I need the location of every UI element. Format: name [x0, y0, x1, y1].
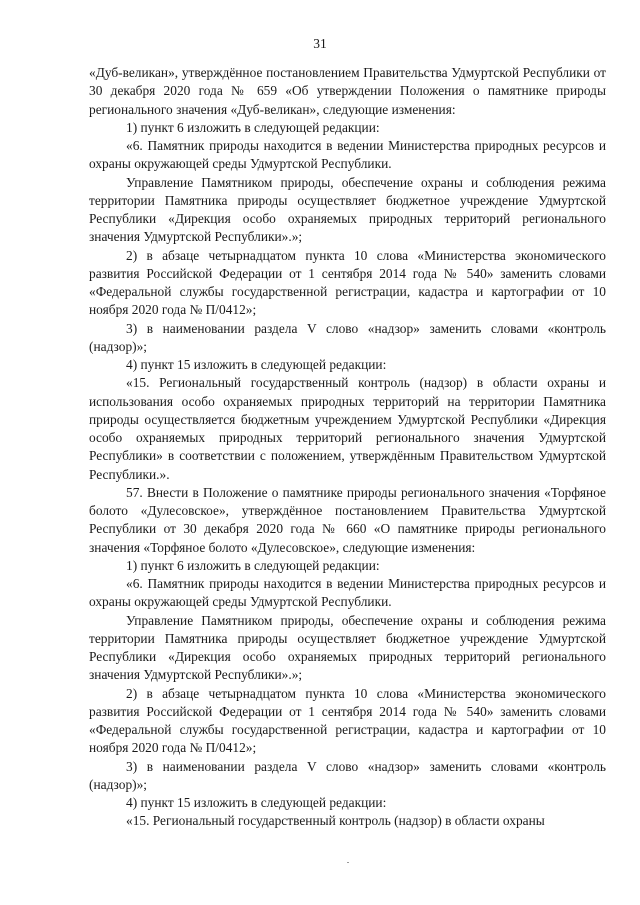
- paragraph: 2) в абзаце четырнадцатом пункта 10 слова «Министерства экономического развития Российской Федерации от 1 сентября 2014 года № 540» заменить словами «Федеральной службы государственной регистрации, кадастра и картографии от 10 ноября 2020 года № П/0412»;: [89, 685, 606, 756]
- paragraph: 4) пункт 15 изложить в следующей редакции:: [126, 357, 387, 372]
- document-body: [89, 64, 606, 831]
- paragraph: 3) в наименовании раздела V слово «надзор» заменить словами «контроль (надзор)»;: [89, 320, 606, 354]
- paragraph: 1) пункт 6 изложить в следующей редакции:: [126, 557, 380, 573]
- paragraph: «Дуб-великан», утверждённое постановлением Правительства Удмуртской Республики от 30 декабря 2020 года № 659 «Об утверждении Положения о памятнике природы регионального значения «Дуб-великан», следующие изменения:: [89, 65, 606, 117]
- paragraph: 57. Внести в Положение о памятнике природы регионального значения «Торфяное болото «Дулесовское», утверждённое постановлением Правительства Удмуртской Республики от 30 декабря 2020 года № 660 «О памятнике природы регионального значения «Торфяное болото «Дулесовское», следующие изменения:: [89, 484, 606, 555]
- paragraph: «15. Региональный государственный контроль (надзор) в области охраны: [126, 813, 545, 829]
- paragraph: Управление Памятником природы, обеспечение охраны и соблюдения режима территории Памятника природы осуществляет бюджетное учреждение Удмуртской Республики «Дирекция особо охраняемых природных территорий регионального значения Удмуртской Республики».»;: [89, 612, 606, 683]
- paragraph: 4) пункт 15 изложить в следующей редакции:: [126, 795, 387, 810]
- paragraph: 2) в абзаце четырнадцатом пункта 10 слова «Министерства экономического развития Российской Федерации от 1 сентября 2014 года № 540» заменить словами «Федеральной службы государственной регистрации, кадастра и картографии от 10 ноября 2020 года № П/0412»;: [89, 247, 606, 318]
- paragraph: «15. Региональный государственный контроль (надзор) в области охраны и использования особо охраняемых природных территорий на территории Памятника природы осуществляется бюджетным учреждением Удмуртской Республики «Дирекция особо охраняемых природных территорий регионального значения Удмуртской Республики» в соответствии с положением, утверждённым Правительством Удмуртской Республики.».: [89, 375, 606, 482]
- paragraph: «6. Памятник природы находится в ведении Министерства природных ресурсов и охраны окружающей среды Удмуртской Республики.: [89, 576, 606, 610]
- page-number: 31: [313, 36, 327, 51]
- paragraph: 3) в наименовании раздела V слово «надзор» заменить словами «контроль (надзор)»;: [89, 758, 606, 792]
- paragraph: Управление Памятником природы, обеспечение охраны и соблюдения режима территории Памятника природы осуществляет бюджетное учреждение Удмуртской Республики «Дирекция особо охраняемых природных территорий регионального значения Удмуртской Республики».»;: [89, 174, 606, 245]
- paragraph: «6. Памятник природы находится в ведении Министерства природных ресурсов и охраны окружающей среды Удмуртской Республики.: [89, 138, 606, 172]
- scan-speck: [347, 862, 349, 863]
- paragraph: 1) пункт 6 изложить в следующей редакции:: [126, 119, 380, 135]
